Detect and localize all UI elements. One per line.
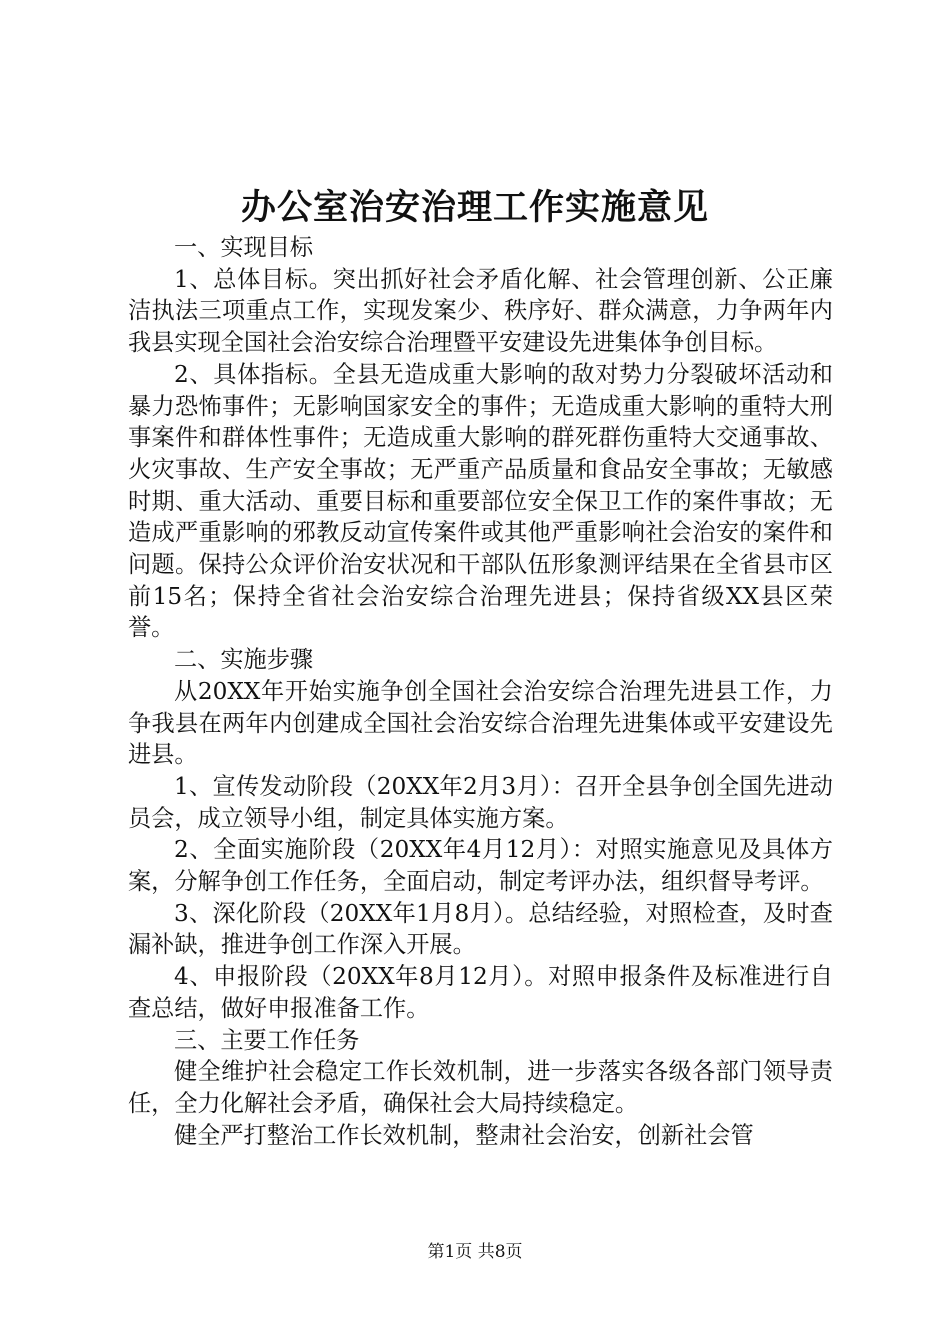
page-number-footer: 第1页 共8页	[427, 1242, 523, 1262]
section-heading-tasks: 三、主要工作任务	[174, 1026, 360, 1054]
paragraph-specific-indicators: 2、具体指标。全县无造成重大影响的敌对势力分裂破坏活动和暴力恐怖事件；无影响国家安全的事件；无造成重大影响的重特大刑事案件和群体性事件；无造成重大影响的群死群伤重特大交通事故、火灾事故、生产安全事故；无严重产品质量和食品安全事故；无敏感时期、重大活动、重要目标和重要部位安全保卫工作的案件事故；无造成严重影响的邪教反动宣传案件或其他严重影响社会治安的案件和问题。保持公众评价治安状况和干部队伍形象测评结果在全省县市区前15名；保持全省社会治安综合治理先进县；保持省级XX县区荣誉。	[128, 360, 833, 642]
paragraph-step-deepening: 3、深化阶段（20XX年1月8月）。总结经验，对照检查，及时查漏补缺，推进争创工作深入开展。	[128, 899, 833, 959]
paragraph-overall-goal: 1、总体目标。突出抓好社会矛盾化解、社会管理创新、公正廉洁执法三项重点工作，实现发案少、秩序好、群众满意，力争两年内我县实现全国社会治安综合治理暨平安建设先进集体争创目标。	[128, 265, 833, 357]
paragraph-task-stability: 健全维护社会稳定工作长效机制，进一步落实各级各部门领导责任，全力化解社会矛盾，确保社会大局持续稳定。	[128, 1058, 833, 1117]
paragraph-step-publicity: 1、宣传发动阶段（20XX年2月3月）：召开全县争创全国先进动员会，成立领导小组，制定具体实施方案。	[128, 772, 833, 832]
paragraph-steps-intro: 从20XX年开始实施争创全国社会治安综合治理先进县工作，力争我县在两年内创建成全国社会治安综合治理先进集体或平安建设先进县。	[128, 677, 833, 769]
section-heading-goals: 一、实现目标	[174, 234, 314, 261]
paragraph-step-implementation: 2、全面实施阶段（20XX年4月12月）：对照实施意见及具体方案，分解争创工作任务，全面启动，制定考评办法，组织督导考评。	[128, 836, 833, 896]
paragraph-step-declaration: 4、申报阶段（20XX年8月12月）。对照申报条件及标准进行自查总结，做好申报准备工作。	[128, 963, 833, 1022]
section-heading-steps: 二、实施步骤	[174, 646, 314, 674]
document-title: 办公室治安治理工作实施意见	[240, 187, 709, 228]
paragraph-task-crackdown: 健全严打整治工作长效机制，整肃社会治安，创新社会管	[174, 1121, 754, 1149]
document-body	[128, 232, 833, 1151]
